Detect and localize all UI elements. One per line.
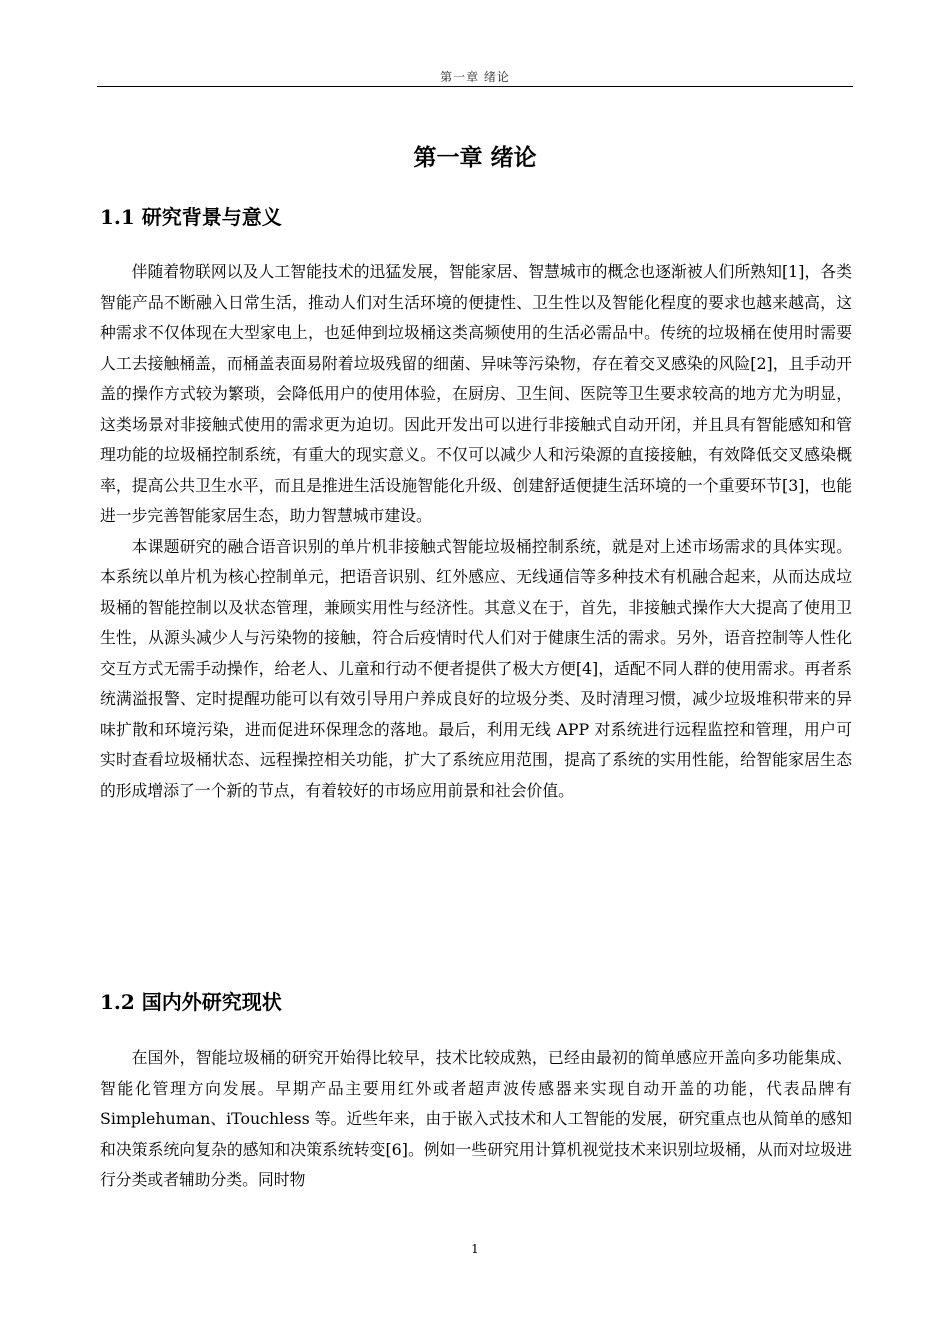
paragraph: 本课题研究的融合语音识别的单片机非接触式智能垃圾桶控制系统，就是对上述市场需求的具体实现。本系统以单片机为核心控制单元，把语音识别、红外感应、无线通信等多种技术有机融合起来，从而达成垃圾桶的智能控制以及状态管理，兼顾实用性与经济性。其意义在于，首先，非接触式操作大大提高了使用卫生性，从源头减少人与污染物的接触，符合后疫情时代人们对于健康生活的需求。另外，语音控制等人性化交互方式无需手动操作，给老人、儿童和行动不便者提供了极大方便[4]，适配不同人群的使用需求。再者系统满溢报警、定时提醒功能可以有效引导用户养成良好的垃圾分类、及时清理习惯，减少垃圾堆积带来的异味扩散和环境污染，进而促进环保理念的落地。最后，利用无线 APP 对系统进行远程监控和管理，用户可实时查看垃圾桶状态、远程操控相关功能，扩大了系统应用范围，提高了系统的实用性能，给智能家居生态的形成增添了一个新的节点，有着较好的市场应用前景和社会价值。 <box>100 536 852 800</box>
section-heading-1-2: 1.2 国内外研究现状 <box>100 990 282 1014</box>
chapter-title: 第一章 绪论 <box>413 144 537 171</box>
section-body-1-2 <box>100 1043 852 1196</box>
paragraph: 伴随着物联网以及人工智能技术的迅猛发展，智能家居、智慧城市的概念也逐渐被人们所熟知[1]，各类智能产品不断融入日常生活，推动人们对生活环境的便捷性、卫生性以及智能化程度的要求也越来越高，这种需求不仅体现在大型家电上，也延伸到垃圾桶这类高频使用的生活必需品中。传统的垃圾桶在使用时需要人工去接触桶盖，而桶盖表面易附着垃圾残留的细菌、异味等污染物，存在着交叉感染的风险[2]，且手动开盖的操作方式较为繁琐，会降低用户的使用体验，在厨房、卫生间、医院等卫生要求较高的地方尤为明显，这类场景对非接触式使用的需求更为迫切。因此开发出可以进行非接触式自动开闭，并且具有智能感知和管理功能的垃圾桶控制系统，有重大的现实意义。不仅可以减少人和污染源的直接接触，有效降低交叉感染概率，提高公共卫生水平，而且是推进生活设施智能化升级、创建舒适便捷生活环境的一个重要环节[3]，也能进一步完善智能家居生态，助力智慧城市建设。 <box>100 262 852 525</box>
header-rule <box>97 86 853 87</box>
paragraph: 在国外，智能垃圾桶的研究开始得比较早，技术比较成熟，已经由最初的简单感应开盖向多功能集成、智能化管理方向发展。早期产品主要用红外或者超声波传感器来实现自动开盖的功能，代表品牌有 Simplehuman、iTouchless 等。近些年来，由于嵌入式技术和人工智能的发展，研究重点也从简单的感知和决策系统向复杂的感知和决策系统转变[6]。例如一些研究用计算机视觉技术来识别垃圾桶，从而对垃圾进行分类或者辅助分类。同时物 <box>100 1048 852 1189</box>
section-heading-1-1: 1.1 研究背景与意义 <box>100 205 282 229</box>
section-body-1-1 <box>100 257 852 806</box>
page-number: 1 <box>471 1242 479 1256</box>
running-header: 第一章 绪论 <box>440 70 510 84</box>
